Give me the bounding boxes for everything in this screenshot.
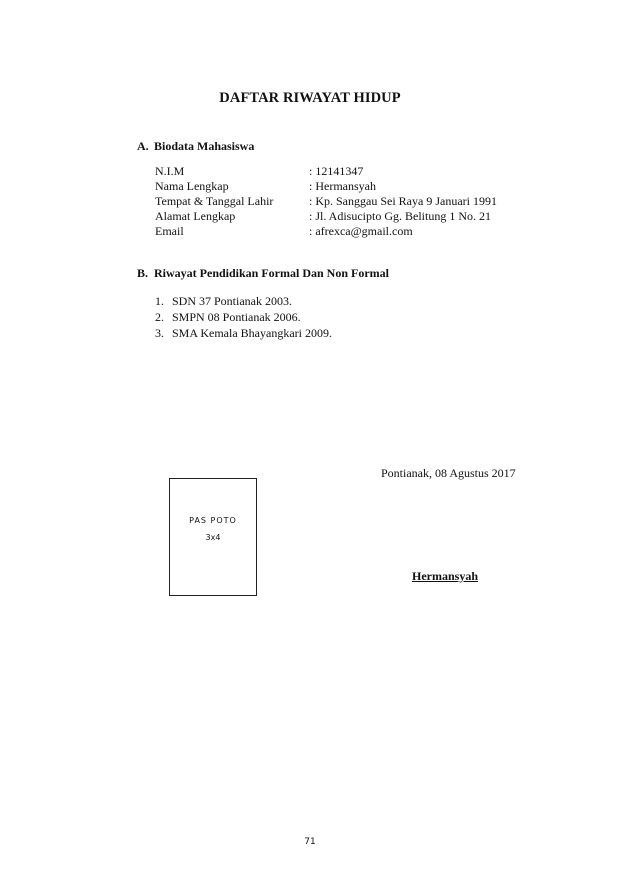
photo-placeholder: [169, 478, 257, 596]
signature-name: Hermansyah: [412, 569, 478, 583]
bio-row-nim: [155, 164, 363, 179]
education-text: SMPN 08 Pontianak 2006.: [172, 310, 301, 324]
bio-label: Tempat & Tanggal Lahir: [155, 194, 274, 208]
bio-row-name: [155, 179, 376, 194]
place-date: Pontianak, 08 Agustus 2017: [381, 466, 516, 480]
bio-row-email: [155, 224, 413, 239]
document-title: DAFTAR RIWAYAT HIDUP: [219, 90, 401, 106]
bio-value: : 12141347: [309, 164, 364, 178]
bio-value: : afrexca@gmail.com: [309, 224, 413, 238]
bio-label: N.I.M: [155, 164, 185, 178]
section-b-heading: [137, 266, 389, 281]
education-text: SMA Kemala Bhayangkari 2009.: [172, 326, 332, 340]
bio-label: Alamat Lengkap: [155, 209, 236, 223]
education-number: 3.: [155, 326, 164, 340]
bio-row-address: [155, 209, 491, 224]
page-number: 71: [304, 837, 316, 847]
bio-row-birth: [155, 194, 497, 209]
section-a-title: Biodata Mahasiswa: [154, 139, 255, 153]
section-a-heading: [137, 139, 254, 154]
bio-value: : Jl. Adisucipto Gg. Belitung 1 No. 21: [309, 209, 492, 223]
photo-size: 3x4: [205, 533, 221, 542]
section-b-title: Riwayat Pendidikan Formal Dan Non Formal: [154, 266, 390, 280]
bio-value: : Hermansyah: [309, 179, 376, 193]
section-a-letter: A.: [137, 139, 149, 153]
education-number: 1.: [155, 294, 164, 308]
education-text: SDN 37 Pontianak 2003.: [172, 294, 292, 308]
bio-label: Nama Lengkap: [155, 179, 229, 193]
photo-label: PAS POTO: [189, 516, 237, 525]
section-b-letter: B.: [137, 266, 149, 280]
education-item: [155, 294, 292, 309]
education-number: 2.: [155, 310, 164, 324]
bio-value: : Kp. Sanggau Sei Raya 9 Januari 1991: [309, 194, 497, 208]
bio-label: Email: [155, 224, 184, 238]
education-item: [155, 326, 332, 341]
education-item: [155, 310, 301, 325]
